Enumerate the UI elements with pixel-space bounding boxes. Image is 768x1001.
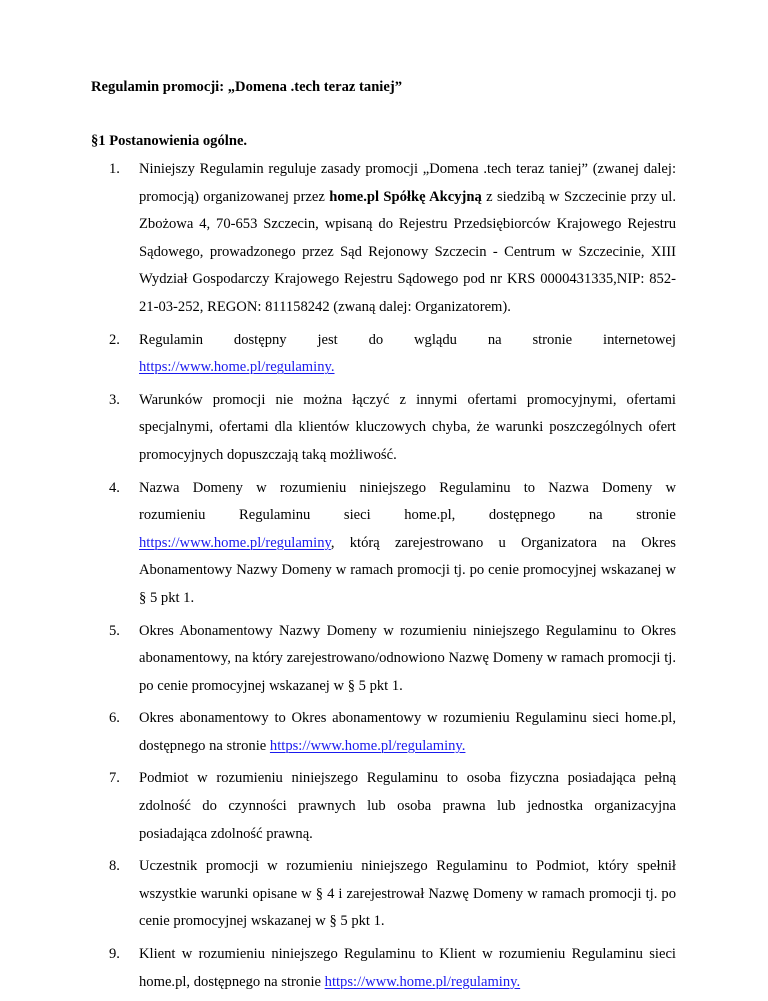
- item-text: Uczestnik promocji w rozumieniu niniejszego Regulaminu to Podmiot, który spełnił wszystkie warunki opisane w § 4 i zarejestrował Nazwę Domeny w ramach promocji tj. po cenie promocyjnej wskazanej w § 5 pkt 1.: [139, 858, 676, 930]
- item-number: 4.: [109, 479, 120, 496]
- list-item: [109, 941, 676, 996]
- word: do: [368, 331, 384, 348]
- word: internetowej: [603, 331, 676, 348]
- item-text: Warunków promocji nie można łączyć z innymi ofertami promocyjnymi, ofertami specjalnymi, ofertami dla klientów kluczowych chyba, że warunki poszczególnych ofert promocyjnych dopuszczają taką możliwość.: [139, 391, 676, 463]
- item-text: z siedzibą w Szczecinie przy ul. Zbożowa 4, 70-653 Szczecin, wpisaną do Rejestru Przedsiębiorców Krajowego Rejestru Sądowego, prowadzonego przez Sąd Rejonowy Szczecin - Centrum w Szczecinie, XIII Wydział Gospodarczy Krajowego Rejestru Sądowego pod nr KRS 0000431335,NIP: 852-21-03-252, REGON: 811158242 (zwaną dalej: Organizatorem).: [139, 188, 676, 315]
- item-text: Okres Abonamentowy Nazwy Domeny w rozumieniu niniejszego Regulaminu to Okres abonamentowy, na który zarejestrowano/odnowiono Nazwę Domeny w ramach promocji tj. po cenie promocyjnej wskazanej w § 5 pkt 1.: [139, 622, 676, 694]
- word: na: [487, 331, 502, 348]
- word: jest: [317, 331, 338, 348]
- item-text: Niniejszy Regulamin reguluje zasady promocji „Domena .tech teraz taniej” (zwanej dalej: promocją) organizowanej przez: [139, 161, 676, 205]
- list-item: [109, 475, 676, 613]
- item-number: 6.: [109, 710, 120, 727]
- word: home.pl,: [404, 507, 456, 524]
- document-title: Regulamin promocji: „Domena .tech teraz taniej”: [91, 79, 402, 95]
- item-text: Okres abonamentowy to Okres abonamentowy w rozumieniu Regulaminu sieci home.pl, dostępnego na stronie: [139, 710, 676, 754]
- item-number: 5.: [109, 622, 120, 639]
- item-text: , którą zarejestrowano u Organizatora na Okres Abonamentowy Nazwy Domeny w ramach promocji tj. po cenie promocyjnej wskazanej w § 5 pkt 1.: [139, 534, 676, 606]
- item-number: 1.: [109, 161, 120, 177]
- regulations-link[interactable]: https://www.home.pl/regulaminy.: [269, 737, 466, 754]
- item-number: 8.: [109, 858, 120, 875]
- item-number: 3.: [109, 391, 120, 408]
- item-text: Podmiot w rozumieniu niniejszego Regulaminu to osoba fizyczna posiadająca pełną zdolność do czynności prawnych lub osoba prawna lub jednostka organizacyjna posiadająca zdolność prawną.: [139, 770, 676, 842]
- regulations-link[interactable]: https://www.home.pl/regulaminy: [139, 534, 331, 551]
- list-item: [109, 387, 676, 470]
- organizer-name: home.pl Spółkę Akcyjną: [329, 188, 482, 205]
- word: Regulamin: [139, 331, 204, 348]
- item-number: 2.: [109, 331, 120, 348]
- item-text: Nazwa Domeny w rozumieniu niniejszego Regulaminu to Nazwa Domeny w: [139, 479, 676, 496]
- word: stronie: [636, 507, 676, 524]
- word: sieci: [343, 507, 371, 524]
- list-item: [109, 327, 676, 382]
- section-heading: §1 Postanowienia ogólne.: [91, 133, 248, 149]
- provisions-list: [109, 156, 676, 1001]
- list-item: [109, 853, 676, 936]
- item-number: 7.: [109, 770, 120, 787]
- word: wglądu: [414, 331, 457, 348]
- item-number: 9.: [109, 946, 120, 963]
- regulations-link[interactable]: https://www.home.pl/regulaminy.: [324, 973, 521, 990]
- word: na: [588, 507, 603, 524]
- word: rozumieniu: [139, 507, 206, 524]
- word: dostępnego: [488, 507, 556, 524]
- word: dostępny: [233, 331, 287, 348]
- list-item: [109, 156, 676, 322]
- justified-line: [139, 502, 676, 530]
- list-item: [109, 765, 676, 848]
- word: stronie: [532, 331, 573, 348]
- regulations-link[interactable]: https://www.home.pl/regulaminy.: [139, 359, 335, 376]
- list-item: [109, 705, 676, 760]
- word: Regulaminu: [239, 507, 311, 524]
- list-item: [109, 618, 676, 701]
- item-text: Klient w rozumieniu niniejszego Regulaminu to Klient w rozumieniu Regulaminu sieci home.pl, dostępnego na stronie: [139, 946, 676, 990]
- justified-line: [139, 327, 676, 355]
